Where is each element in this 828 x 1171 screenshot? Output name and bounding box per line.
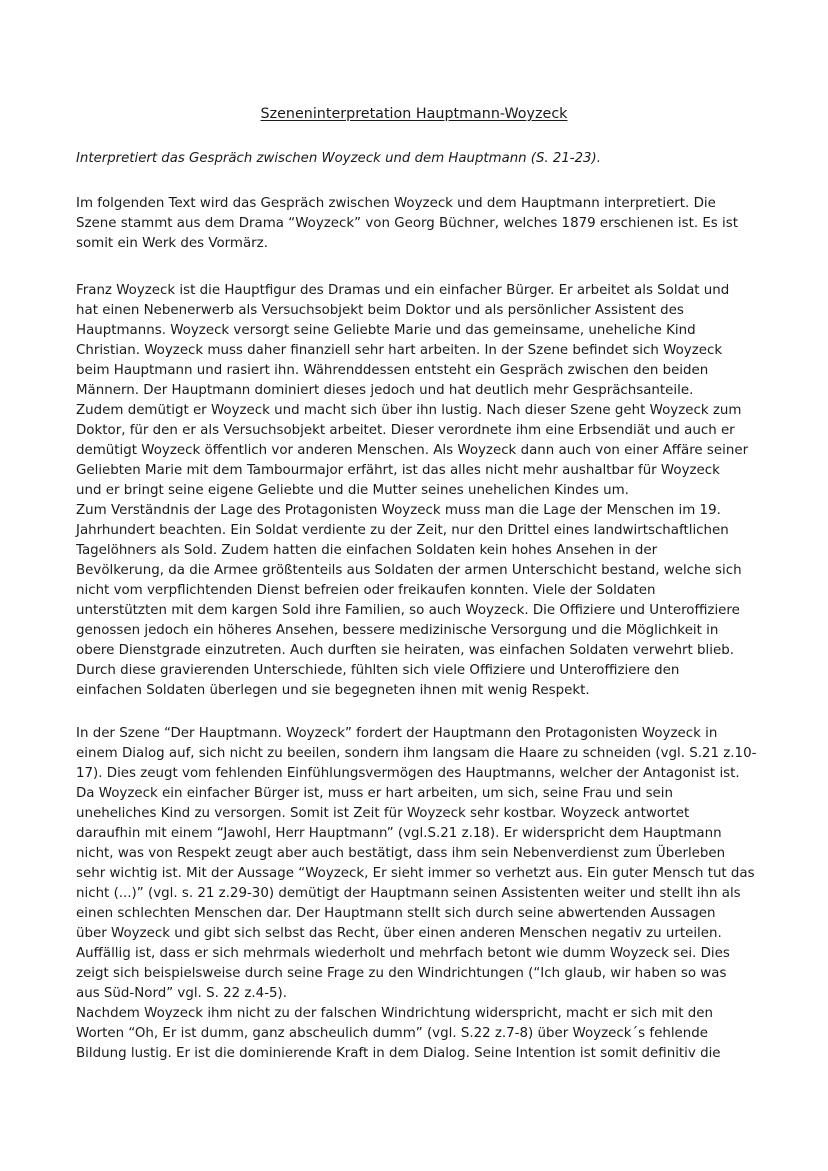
text-line: sehr wichtig ist. Mit der Aussage “Woyzeck, Er sieht immer so verhetzt aus. Ein guter Mensch tut das bbox=[76, 866, 755, 881]
text-line: nicht, was von Respekt zeugt aber auch bestätigt, dass ihm sein Nebenverdienst zum Überleben bbox=[76, 846, 726, 861]
text-line: Zum Verständnis der Lage des Protagonisten Woyzeck muss man die Lage der Menschen im 19. bbox=[76, 503, 721, 518]
text-line: 17). Dies zeugt vom fehlenden Einfühlungsvermögen des Hauptmanns, welcher der Antagonist ist. bbox=[76, 766, 740, 781]
text-line: aus Süd-Nord” vgl. S. 22 z.4-5). bbox=[76, 986, 288, 1001]
text-line: Worten “Oh, Er ist dumm, ganz abscheulich dumm” (vgl. S.22 z.7-8) über Woyzeck´s fehlende bbox=[76, 1026, 709, 1041]
text-line: somit ein Werk des Vormärz. bbox=[76, 236, 268, 251]
text-line: obere Dienstgrade einzutreten. Auch durften sie heiraten, was einfachen Soldaten verwehrt blieb. bbox=[76, 643, 734, 658]
text-line: Im folgenden Text wird das Gespräch zwischen Woyzeck und dem Hauptmann interpretiert. Die bbox=[76, 196, 716, 211]
text-line: Zudem demütigt er Woyzeck und macht sich über ihn lustig. Nach dieser Szene geht Woyzeck zum bbox=[76, 403, 742, 418]
text-line: Doktor, für den er als Versuchsobjekt arbeitet. Dieser verordnete ihm eine Erbsendiät und auch er bbox=[76, 423, 735, 438]
paragraph-introduction bbox=[76, 194, 756, 254]
text-line: und er bringt seine eigene Geliebte und die Mutter seines unehelichen Kindes um. bbox=[76, 483, 629, 498]
text-line: Bildung lustig. Er ist die dominierende Kraft in dem Dialog. Seine Intention ist somit definitiv die bbox=[76, 1046, 721, 1061]
text-line: Franz Woyzeck ist die Hauptfigur des Dramas und ein einfacher Bürger. Er arbeitet als Soldat und bbox=[76, 283, 730, 298]
text-line: einem Dialog auf, sich nicht zu beeilen, sondern ihm langsam die Haare zu schneiden (vgl. S.21 z.10- bbox=[76, 746, 757, 761]
text-line: Auffällig ist, dass er sich mehrmals wiederholt und mehrfach betont wie dumm Woyzeck sei. Dies bbox=[76, 946, 730, 961]
text-line: unterstützten mit dem kargen Sold ihre Familien, so auch Woyzeck. Die Offiziere und Unteroffiziere bbox=[76, 603, 740, 618]
text-line: uneheliches Kind zu versorgen. Somit ist Zeit für Woyzeck sehr kostbar. Woyzeck antwortet bbox=[76, 806, 690, 821]
text-line: einfachen Soldaten überlegen und sie begegneten ihnen mit wenig Respekt. bbox=[76, 683, 590, 698]
document-title: Szeneninterpretation Hauptmann-Woyzeck bbox=[260, 106, 568, 122]
text-line: hat einen Nebenerwerb als Versuchsobjekt beim Doktor und als persönlicher Assistent des bbox=[76, 303, 684, 318]
text-line: Nachdem Woyzeck ihm nicht zu der falschen Windrichtung widerspricht, macht er sich mit den bbox=[76, 1006, 713, 1021]
text-line: Geliebten Marie mit dem Tambourmajor erfährt, ist das alles nicht mehr aushaltbar für Woyzeck bbox=[76, 463, 720, 478]
text-line: Tagelöhners als Sold. Zudem hatten die einfachen Soldaten kein hohes Ansehen in der bbox=[76, 543, 658, 558]
text-line: daraufhin mit einem “Jawohl, Herr Hauptmann” (vgl.S.21 z.18). Er widerspricht dem Hauptmann bbox=[76, 826, 722, 841]
text-line: genossen jedoch ein höheres Ansehen, bessere medizinische Versorgung und die Möglichkeit in bbox=[76, 623, 719, 638]
text-line: nicht vom verpflichtenden Dienst befreien oder freikaufen konnten. Viele der Soldaten bbox=[76, 583, 656, 598]
text-line: Hauptmanns. Woyzeck versorgt seine Geliebte Marie und das gemeinsame, uneheliche Kind bbox=[76, 323, 696, 338]
text-line: zeigt sich beispielsweise durch seine Frage zu den Windrichtungen (“Ich glaub, wir haben so was bbox=[76, 966, 727, 981]
text-line: In der Szene “Der Hauptmann. Woyzeck” fordert der Hauptmann den Protagonisten Woyzeck in bbox=[76, 726, 718, 741]
paragraph-context bbox=[76, 281, 756, 701]
text-line: beim Hauptmann und rasiert ihn. Währenddessen entsteht ein Gespräch zwischen den beiden bbox=[76, 363, 709, 378]
text-line: Jahrhundert beachten. Ein Soldat verdiente zu der Zeit, nur den Drittel eines landwirtschaftlichen bbox=[76, 523, 729, 538]
paragraph-interpretation bbox=[76, 724, 756, 1064]
text-line: Da Woyzeck ein einfacher Bürger ist, muss er hart arbeiten, um sich, seine Frau und sein bbox=[76, 786, 674, 801]
text-line: Durch diese gravierenden Unterschiede, fühlten sich viele Offiziere und Unteroffiziere den bbox=[76, 663, 680, 678]
text-line: Christian. Woyzeck muss daher finanziell sehr hart arbeiten. In der Szene befindet sich Woyzeck bbox=[76, 343, 723, 358]
text-line: Männern. Der Hauptmann dominiert dieses jedoch und hat deutlich mehr Gesprächsanteile. bbox=[76, 383, 694, 398]
text-line: nicht (...)” (vgl. s. 21 z.29-30) demütigt der Hauptmann seinen Assistenten weiter und stellt ihn als bbox=[76, 886, 741, 901]
text-line: demütigt Woyzeck öffentlich vor anderen Menschen. Als Woyzeck dann auch von einer Affäre seiner bbox=[76, 443, 749, 458]
text-line: über Woyzeck und gibt sich selbst das Recht, über einen anderen Menschen negativ zu urteilen. bbox=[76, 926, 722, 941]
task-statement: Interpretiert das Gespräch zwischen Woyzeck und dem Hauptmann (S. 21-23). bbox=[76, 151, 601, 166]
text-line: einen schlechten Menschen dar. Der Hauptmann stellt sich durch seine abwertenden Aussagen bbox=[76, 906, 716, 921]
text-line: Bevölkerung, da die Armee größtenteils aus Soldaten der armen Unterschicht bestand, welche sich bbox=[76, 563, 742, 578]
text-line: Szene stammt aus dem Drama “Woyzeck” von Georg Büchner, welches 1879 erschienen ist. Es ist bbox=[76, 216, 738, 231]
